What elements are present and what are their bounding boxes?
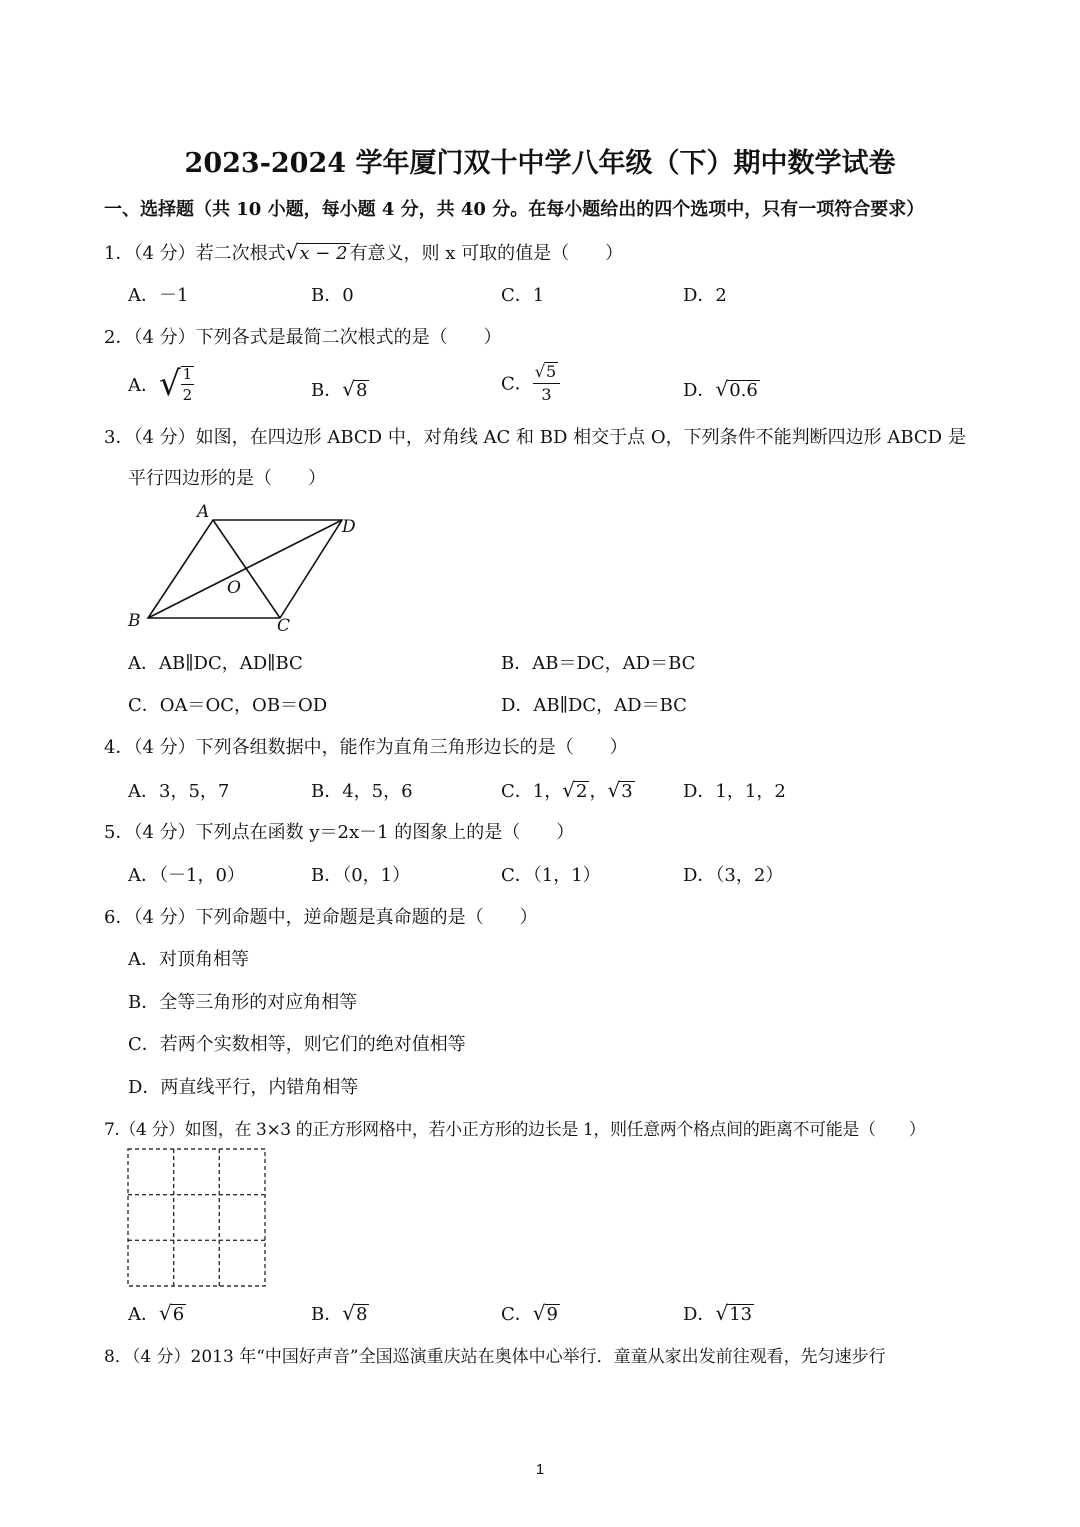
question-1 [104,239,623,265]
figure-label-a: A [197,502,210,522]
sqrt-icon: √ [715,377,729,401]
q2-option-b-label: B． [311,380,343,401]
q2-option-d [683,376,760,402]
q2-option-d-label: D． [683,380,716,401]
q7-option-a-label: A． [128,1304,159,1325]
question-2: 2．（4 分）下列各式是最简二次根式的是（ ） [104,327,502,348]
figure-label-o: O [227,578,241,598]
page-title: 2023-2024 学年厦门双十中学八年级（下）期中数学试卷 [184,148,896,179]
sqrt-icon: √ [285,240,299,264]
sqrt-icon: √ [159,364,181,404]
figure-label-d: D [342,517,356,537]
q7-option-d [683,1300,754,1326]
question-3-line-2: 平行四边形的是（ ） [128,468,326,489]
question-1-post: 有意义，则 x 可取的值是（ ） [349,243,624,264]
q5-option-b: B．（0，1） [311,865,411,886]
q4-option-c [501,777,635,803]
q7-option-a [128,1300,186,1326]
q4-option-a: A．3，5，7 [128,781,230,802]
sqrt-icon: √ [534,362,545,381]
q6-option-d: D．两直线平行，内错角相等 [128,1077,359,1098]
q5-option-c: C．（1，1） [501,865,601,886]
q2-option-c-label: C． [501,373,533,395]
question-1-pre: 1．（4 分）若二次根式 [104,243,286,264]
quadrilateral-abcd-figure [120,500,370,635]
q1-option-a: A．－1 [128,285,189,306]
question-4: 4．（4 分）下列各组数据中，能作为直角三角形边长的是（ ） [104,737,628,758]
q1-option-d: D．2 [683,285,727,306]
q6-option-a: A．对顶角相等 [128,949,249,970]
q1-option-c: C．1 [501,285,545,306]
grid-outline [128,1149,265,1286]
q2-c-denominator: 3 [541,384,552,404]
q7-a-radicand: 6 [172,1304,185,1325]
q7-option-d-label: D． [683,1304,716,1325]
question-8: 8．（4 分）2013 年“中国好声音”全国巡演重庆站在奥体中心举行．童童从家出发前往观看，先匀速步行 [104,1347,886,1367]
q4-option-b: B．4，5，6 [311,781,413,802]
q7-d-radicand: 13 [729,1304,753,1325]
question-6: 6．（4 分）下列命题中，逆命题是真命题的是（ ） [104,907,538,928]
q3-option-d: D．AB∥DC，AD＝BC [501,695,687,716]
q2-c-radicand: 5 [545,362,557,381]
q3-option-b: B．AB＝DC，AD＝BC [501,653,696,674]
sqrt-icon: √ [532,1301,546,1325]
question-3-line-1: 3．（4 分）如图，在四边形 ABCD 中，对角线 AC 和 BD 相交于点 O，下列条件不能判断四边形 ABCD 是 [104,427,966,448]
sqrt-icon: √ [159,1301,172,1325]
q7-option-b-label: B． [311,1304,343,1325]
question-1-radicand: x − 2 [299,243,348,264]
q1-option-b: B．0 [311,285,354,306]
q7-option-c [501,1300,560,1326]
q2-option-a-fraction [181,366,195,403]
diagonal-bd [148,520,342,618]
question-5: 5．（4 分）下列点在函数 y＝2x－1 的图象上的是（ ） [104,822,575,843]
q2-d-radicand: 0.6 [729,380,758,401]
q3-option-a: A．AB∥DC，AD∥BC [128,653,303,674]
q7-b-radicand: 8 [355,1304,368,1325]
q2-option-b [311,376,369,402]
section-heading: 一、选择题（共 10 小题，每小题 4 分，共 40 分。在每小题给出的四个选项中，只有一项符合要求） [104,199,925,220]
q6-option-c: C．若两个实数相等，则它们的绝对值相等 [128,1034,466,1055]
q4-c-radicand-2: 3 [621,781,633,802]
q2-a-denominator: 2 [182,385,193,404]
q4-option-c-label: C．1， [501,781,563,802]
q2-option-c [501,362,560,403]
question-7: 7.（4 分）如图，在 3×3 的正方形网格中，若小正方形的边长是 1，则任意两个格点间的距离不可能是（ ） [104,1120,926,1140]
figure-label-b: B [128,611,141,631]
q2-b-radicand: 8 [355,380,368,401]
grid-3x3-figure [126,1147,268,1289]
q3-option-c: C．OA＝OC，OB＝OD [128,695,328,716]
sqrt-icon: √ [607,778,621,802]
q7-option-c-label: C． [501,1304,533,1325]
q2-option-a-label: A． [128,375,159,396]
q2-a-numerator: 1 [182,364,193,383]
sqrt-icon: √ [342,377,355,401]
q6-option-b: B．全等三角形的对应角相等 [128,992,358,1013]
q5-option-d: D．（3，2） [683,865,784,886]
q7-c-radicand: 9 [546,1304,558,1325]
q5-option-a: A．（－1，0） [128,865,245,886]
q4-c-radicand-1: 2 [575,781,588,802]
sqrt-icon: √ [562,778,575,802]
figure-label-c: C [277,616,291,635]
q4-c-separator: ， [589,781,608,802]
q2-c-numerator [533,362,560,384]
q4-option-d: D．1，1，2 [683,781,786,802]
q2-option-c-fraction [533,362,560,403]
q2-option-a [128,364,194,404]
sqrt-icon: √ [342,1301,355,1325]
page-number: 1 [535,1461,545,1478]
sqrt-icon: √ [715,1301,729,1325]
q7-option-b [311,1300,369,1326]
